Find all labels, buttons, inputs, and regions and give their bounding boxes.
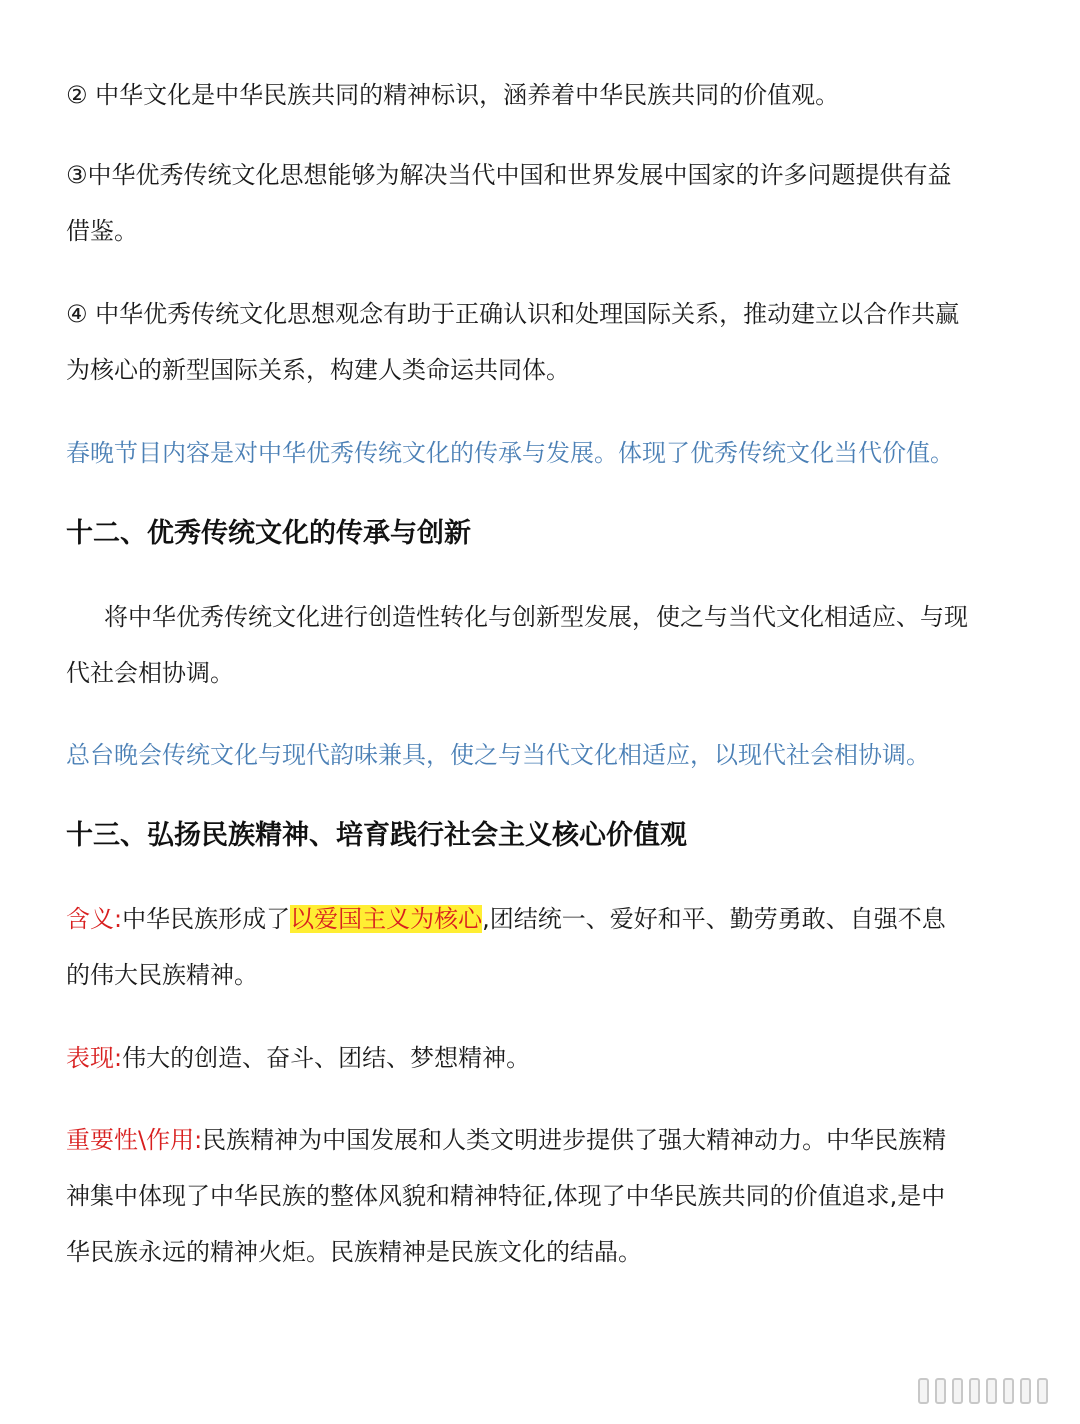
expression-label: 表现: — [66, 1044, 123, 1072]
item-4-line-2: 为核心的新型国际关系，构建人类命运共同体。 — [66, 356, 570, 384]
meaning-line-1 — [66, 902, 1026, 936]
meaning-text-pre: 中华民族形成了 — [122, 905, 291, 933]
spring-gala-note: 春晚节目内容是对中华优秀传统文化的传承与发展。体现了优秀传统文化当代价值。 — [66, 439, 954, 467]
importance-line-1 — [66, 1123, 1026, 1157]
meaning-line-2: 的伟大民族精神。 — [66, 961, 258, 989]
watermark-bar — [986, 1378, 997, 1404]
section-12-para-line-2: 代社会相协调。 — [66, 659, 234, 687]
expression-line — [66, 1041, 1026, 1075]
section-13-heading: 十三、弘扬民族精神、培育践行社会主义核心价值观 — [66, 820, 687, 851]
expression-text: 伟大的创造、奋斗、团结、梦想精神。 — [122, 1044, 531, 1072]
watermark-bar — [1003, 1378, 1014, 1404]
importance-line-3: 华民族永远的精神火炬。民族精神是民族文化的结晶。 — [66, 1238, 642, 1266]
importance-text-1: 民族精神为中国发展和人类文明进步提供了强大精神动力。中华民族精 — [202, 1126, 947, 1154]
watermark-bar — [935, 1378, 946, 1404]
meaning-text-post: ,团结统一、爱好和平、勤劳勇敢、自强不息 — [482, 905, 946, 933]
watermark-bar — [969, 1378, 980, 1404]
importance-label: 重要性\作用: — [66, 1126, 203, 1154]
meaning-label: 含义: — [66, 905, 123, 933]
watermark-bars — [918, 1378, 1048, 1404]
watermark-bar — [1037, 1378, 1048, 1404]
item-3-line-2: 借鉴。 — [66, 217, 138, 245]
gala-culture-note: 总台晚会传统文化与现代韵味兼具，使之与当代文化相适应，以现代社会相协调。 — [66, 741, 930, 769]
item-3-line-1: ③中华优秀传统文化思想能够为解决当代中国和世界发展中国家的许多问题提供有益 — [66, 161, 952, 189]
item-4-line-1: ④ 中华优秀传统文化思想观念有助于正确认识和处理国际关系，推动建立以合作共赢 — [66, 300, 960, 328]
section-12-heading: 十二、优秀传统文化的传承与创新 — [66, 518, 471, 549]
watermark-bar — [1020, 1378, 1031, 1404]
watermark-bar — [918, 1378, 929, 1404]
section-12-para-line-1: 将中华优秀传统文化进行创造性转化与创新型发展，使之与当代文化相适应、与现 — [104, 603, 968, 631]
meaning-highlight: 以爱国主义为核心 — [290, 905, 483, 933]
importance-line-2: 神集中体现了中华民族的整体风貌和精神特征,体现了中华民族共同的价值追求,是中 — [66, 1182, 946, 1210]
item-2: ② 中华文化是中华民族共同的精神标识，涵养着中华民族共同的价值观。 — [66, 81, 840, 109]
watermark-bar — [952, 1378, 963, 1404]
